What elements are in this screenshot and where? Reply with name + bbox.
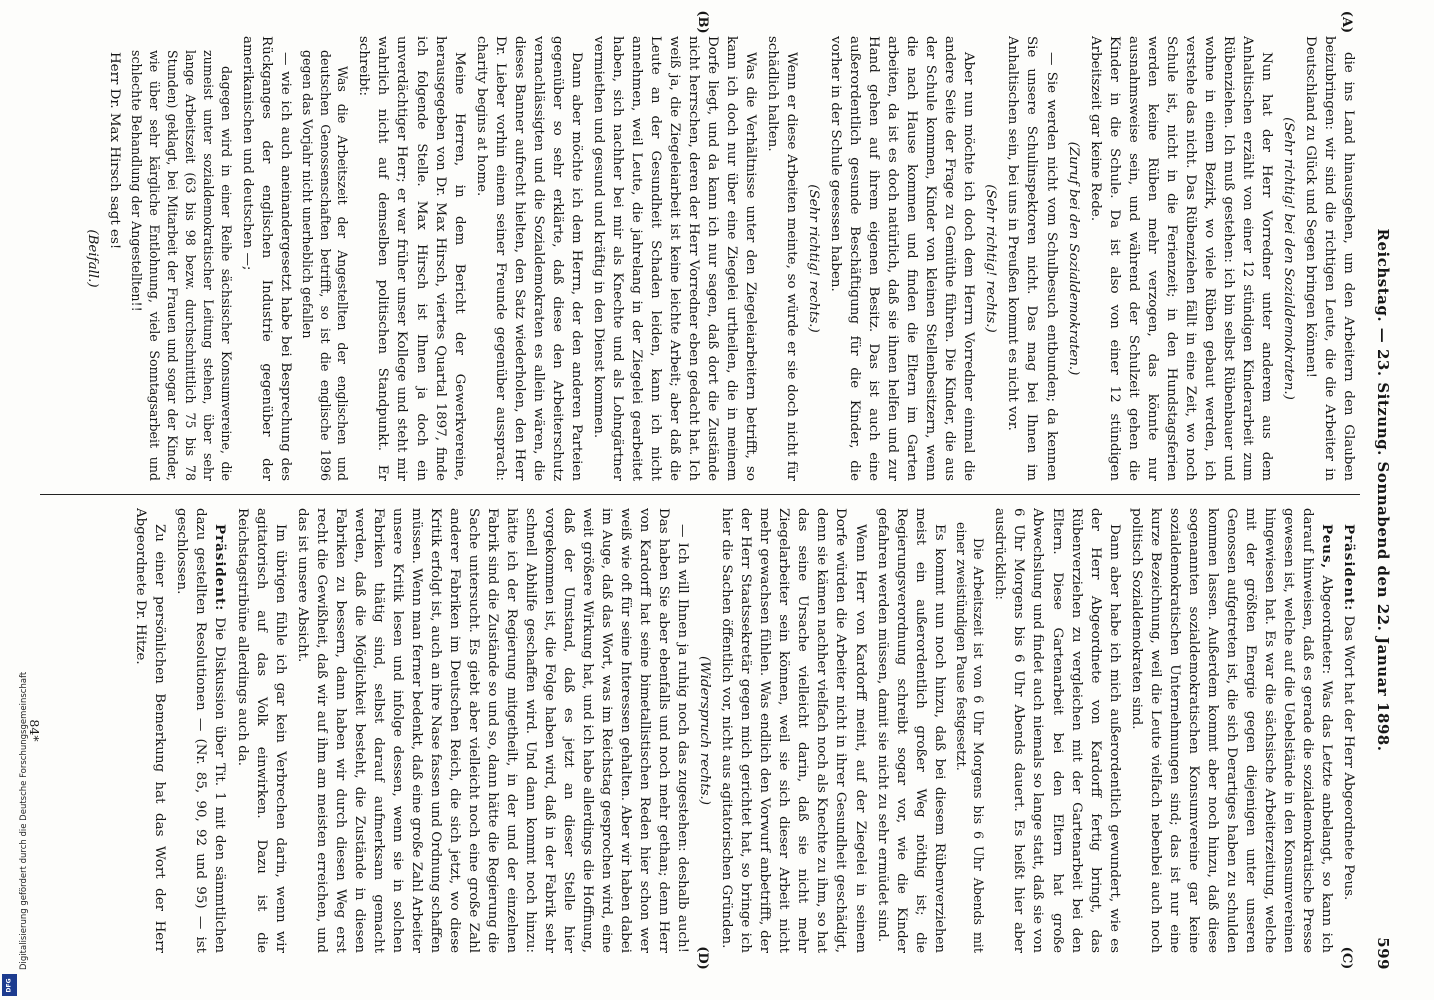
right-column — [48, 508, 1358, 953]
interjection: (Widerspruch rechts.) — [697, 656, 713, 805]
credit-text: Digitalisierung gefördert durch die Deutsche Forschungsgemeinschaft — [19, 671, 29, 970]
left-paragraph: Nun hat der Herr Vorredner unter anderem aus dem Anhaltischen erzählt von einer 12 stündigen Kinderarbeit zum Rübenziehen. Ich muß gestehen: ich bin selbst Rübenbauer und wohne in einem Bezirk, wo viele Rüben gebaut werden, ich verstehe das nicht. Das Rübenziehen fällt in eine Zeit, wo noch Schule ist, nicht in die Ferienzeit; in den Hundstagsferien werden keine Rüben mehr verzogen, das könnte nur ausnahmsweise sein, und während der Schulzeit gehen die Kinder in die Schule. Da ist also von einer 12 stündigen Arbeitszeit gar keine Rede. — [1087, 36, 1274, 481]
quoted-passage: Was die Arbeitszeit der Angestellten der englischen und deutschen Genossenschaften betrifft, so ist die englische 1896 gegen das Vorjahr nicht unerheblich gefallen — [299, 50, 351, 481]
left-paragraph: Aber nun möchte ich doch dem Herrn Vorredner einmal die andere Seite der Frage zu Gemüthe führen. Die Kinder, die aus der Schule kommen, Kinder von kleinen Stellenbesitzern, wenn die nach Hause kommen und finden die Eltern im Garten arbeiten, da ist es doch natürlich, daß sie ihnen helfen und zur Hand gehen auf ihrem eigenen Besitz. Das ist auch eine außerordentlich gesunde Beschäftigung für die Kinder, die vorher in der Schule gesessen haben. — [828, 36, 977, 481]
scanned-page — [10, 10, 1400, 970]
right-paragraph: Im übrigen fühle ich gar kein Verbrechen darin, wenn wir agitatorisch auf das Volk einwirken. Dazu ist die Reichstagstribüne allerdings auch da. — [234, 508, 288, 953]
left-column — [48, 36, 1358, 481]
left-paragraph: Meine Herren, in dem Bericht der Gewerkvereine, herausgegeben von Dr. Max Hirsch, viertes Quartal 1897, finde ich folgende Stelle. Max Hirsch ist Ihnen ja doch ein unverdächtiger Herr; er war früher unser Kollege und steht mir wahrlich nicht auf demselben politischen Standpunkt. Er schreibt: — [356, 36, 467, 481]
column-divider — [40, 494, 1360, 495]
left-paragraph: Dann aber möchte ich dem Herrn, der den anderen Parteien gegenüber so sehr erklärte, daß diese den Arbeiterschutz vernachlässigten und die Sozialdemokraten es allein wären, die dieses Banner aufrecht hielten, den Satz wiederholen, den Herr Dr. Lieber vorhin einem seiner Freunde gegenüber aussprach: charity begins at home. — [473, 36, 584, 481]
speech-paragraph — [1339, 508, 1358, 953]
interjection: (Sehr richtig! rechts.) — [983, 184, 999, 333]
left-paragraph: Was die Verhältnisse unter den Ziegeleiarbeitern betrifft, so kann ich doch nur über eine Ziegelei urtheilen, die in meinem Dorfe liegt, und da kann ich nur sagen, daß dort die Zustände nicht herrschen, deren der Herr Vorredner eben gedacht hat. Ich weiß ja, die Ziegeleiarbeit ist keine leichte Arbeit; aber daß die Leute an der Gesundheit Schaden leiden, kann ich nicht annehmen, weil Leute, die jahrelang in der Ziegelei gearbeitet haben, sich nachher bei mir als Knechte und als Lohngärtner vermiethen und gesund und kräftig in den Dienst kommen. — [590, 36, 759, 481]
margin-marker-a: (A) — [1339, 10, 1354, 34]
left-paragraph: die ins Land hinausgehen, um den Arbeitern den Glauben beizubringen: wir sind die richtigen Leute, die die Arbeiter in Deutschland zu Glück und Segen bringen können! — [1302, 36, 1356, 481]
speech-text: Das Wort hat der Herr Abgeordnete Peus. — [1341, 615, 1356, 901]
margin-marker-b: (B) — [695, 10, 710, 34]
sheet-signature: 84* — [27, 719, 42, 742]
right-paragraph: Dann aber habe ich mich außerordentlich gewundert, wie es der Herr Abgeordnete von Kardorff fertig bringt, das Rübenverziehen zu vergleichen mit der Gartenarbeit bei den Eltern. Diese Gartenarbeit bei den Eltern hat große Abwechslung und findet auch niemals so lange statt, daß sie von 6 Uhr Morgens bis 6 Uhr Abends dauert. Es heißt hier aber ausdrücklich: — [992, 508, 1122, 953]
interjection: (Sehr richtig! rechts.) — [806, 184, 822, 333]
margin-marker-d: (D) — [695, 946, 710, 970]
right-paragraph: Wenn Herr von Kardorff meint, auf der Ziegelei in seinem Dorfe würden die Arbeiter nicht in ihrer Gesundheit geschädigt, denn sie kämen nachher vielfach noch als Knechte zu ihm, so hat das seine Ursache vielleicht darin, daß sie nicht mehr Ziegelarbeiter sein können, weil sie sich dieser Arbeit nicht mehr gewachsen fühlen. Was endlich den Vorwurf anbetrifft, der der Herr Staatssekretär gegen mich gerichtet hat, so bringe ich hier die Sachen öffentlich vor, nicht aus agitatorischen Gründen. — [719, 508, 868, 953]
speech-paragraph — [172, 508, 229, 953]
right-paragraph: — Ich will Ihnen ja ruhig noch das zugestehen: deshalb auch! Das haben Sie aber ebenfalls und noch mehr gethan; denn Herr von Kardorff hat seine bimetallistischen Reden hier schon wer weiß wie oft für seine Interessen gehalten. Aber wir haben dabei im Auge, daß das Wort, was im Reichstag gesprochen wird, eine weit größere Wirkung hat, und ich habe allerdings die Hoffnung, daß der Umstand, daß es jetzt an dieser Stelle hier vorgekommen ist, die Folge haben wird, daß in der Fabrik sehr schnell Abhilfe geschaffen wird. Und dann kommt noch hinzu: hätte ich der Regierung mitgetheilt, in der und der einzelnen Fabrik sind die Zustände so und so, dann hätte die Regierung die Sache untersucht. Es giebt aber vielleicht noch eine große Zahl anderer Fabriken im Deutschen Reich, die sich jetzt, wo diese Kritik erfolgt ist, auch an ihre Nase fassen und Ordnung schaffen müssen. Wenn man ferner bedenkt, daß eine große Zahl Arbeiter unsere Kritik lesen und infolge dessen, wenn sie in solchen Fabriken thätig sind, selbst darauf aufmerksam gemacht werden, daß die Möglichkeit besteht, die Zustände in diesen Fabriken zu bessern, dann haben wir durch diesen Weg erst recht die Gewißheit, daß wir auf ihm am meisten erreichen, und das ist unsere Absicht. — [294, 508, 691, 953]
margin-marker-c: (C) — [1339, 946, 1354, 970]
right-paragraph: Zu einer persönlichen Bemerkung hat das Wort der Herr Abgeordnete Dr. Hitze. — [133, 508, 168, 953]
left-paragraph: Herr Dr. Max Hirsch sagt es! — [107, 52, 123, 250]
page-number: 599 — [1374, 937, 1392, 970]
speech-text: Abgeordneter: Was das Letzte anbelangt, so kann ich darauf hinweisen, daß es gerade die sozialdemokratische Presse gewesen ist, welche auf die Uebelstände in den Konsumvereinen hingewiesen hat. Es war die sächsische Arbeiterzeitung, welche mit der größten Energie gegen diejenigen unter unseren Genossen aufgetreten ist, die sich Derartiges haben zu schulden kommen lassen. Außerdem kommt aber noch hinzu, daß diese sogenannten sozialdemokratischen Konsumvereine gar keine sozialdemokratischen Unternehmungen sind; das ist nur eine kurze Bezeichnung, weil die Leute vielfach nebenbei auch noch politisch Sozialdemokraten sind. — [1128, 508, 1334, 953]
interjection: (Beifall.) — [85, 229, 101, 288]
dfg-logo-text: DFG — [5, 977, 13, 993]
quoted-passage: dagegen wird in einer Reihe sächsischer Konsumvereine, die zumeist unter sozialdemokratischer Leitung stehen, über sehr lange Arbeitszeit (63 bis 98 bezw. durchschnittlich 75 bis 78 Stunden) geklagt, bei Mitarbeit der Frauen und sogar der Kinder, wie über sehr kärgliche Entlohnung, viele Sonntagsarbeit und schlechte Behandlung der Angestellten!! — [129, 50, 234, 481]
dfg-logo — [2, 974, 17, 996]
speaker-name: Peus, — [1318, 524, 1335, 570]
right-paragraph: Es kommt nun noch hinzu, daß bei diesem Rübenverziehen meist ein außerordentlich großer Weg nöthig ist; die Regierungsverordnung schreibt sogar vor, wie die Kinder gefahren werden müssen, damit sie nicht zu sehr ermüdet sind. — [874, 508, 947, 953]
speech-paragraph — [1127, 508, 1336, 953]
page-title: Reichstag. — 23. Sitzung. Sonnabend den 22. Januar 1898. — [1374, 228, 1392, 752]
page-header — [1366, 10, 1400, 970]
speaker-name: Präsident: — [212, 524, 229, 612]
left-paragraph: Wenn er diese Arbeiten meinte, so würde er sie doch nicht für schädlich halten. — [765, 36, 800, 481]
quoted-passage: Die Arbeitszeit ist von 6 Uhr Morgens bis 6 Uhr Abends mit einer zweistündigen Pause festgesetzt. — [953, 522, 987, 953]
speech-text: Die Diskussion über Tit. 1 mit den sämmtlichen dazu gestellten Resolutionen — (Nr. 85, 90, 92 und 95) — ist geschlossen. — [174, 508, 228, 953]
speaker-name: Präsident: — [1341, 524, 1357, 612]
digitization-credit — [2, 600, 29, 996]
interjection: (Zuruf bei den Sozialdemokraten.) — [1065, 141, 1081, 376]
left-paragraph: — wie ich auch aneinandergesetzt habe bei Besprechung des Rückganges der englischen Industrie gegenüber der amerikanischen und deutschen —; — [239, 36, 293, 481]
interjection: (Sehr richtig! bei den Sozialdemokraten.) — [1280, 117, 1296, 400]
left-paragraph: — Sie werden nicht vom Schulbesuch entbunden; da kennen Sie unsere Schulinspektoren nicht. Das mag bei Ihnen im Anhaltischen sein, bei uns in Preußen kommt es nicht vor. — [1005, 36, 1059, 481]
